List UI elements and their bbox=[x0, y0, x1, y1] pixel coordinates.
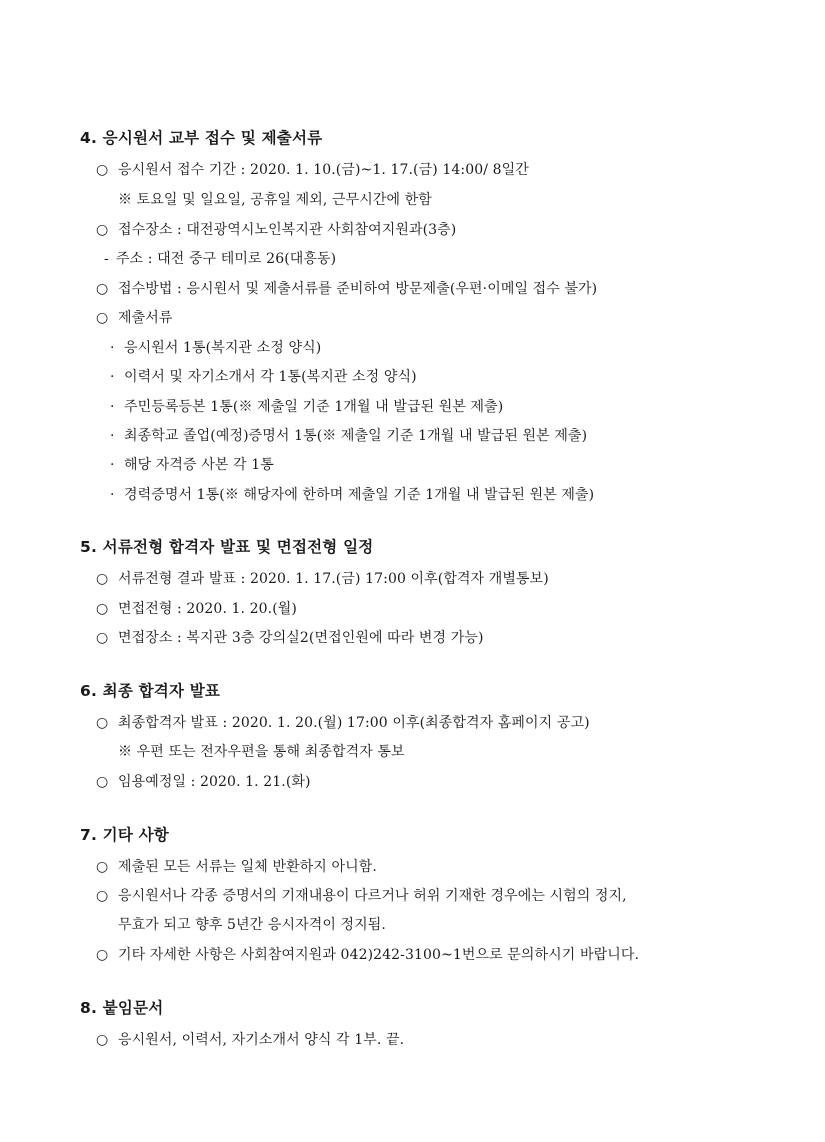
section-title-4: 4. 응시원서 교부 접수 및 제출서류 bbox=[80, 129, 323, 147]
circle-bullet-icon: ○ bbox=[96, 571, 109, 587]
section-title-6: 6. 최종 합격자 발표 bbox=[80, 682, 221, 700]
sub-item-line: · 응시원서 1통(복지관 소정 양식) bbox=[110, 340, 322, 356]
bullet-line: ○ 제출된 모든 서류는 일체 반환하지 아니함. bbox=[96, 859, 377, 875]
circle-bullet-icon: ○ bbox=[96, 310, 109, 326]
bullet-line: ○ 접수장소 : 대전광역시노인복지관 사회참여지원과(3층) bbox=[96, 222, 457, 238]
circle-bullet-icon: ○ bbox=[96, 715, 109, 731]
circle-bullet-icon: ○ bbox=[96, 162, 109, 178]
sub-item-line: · 경력증명서 1통(※ 해당자에 한하며 제출일 기준 1개월 내 발급된 원본 제출) bbox=[110, 487, 595, 503]
bullet-line: ○ 접수방법 : 응시원서 및 제출서류를 준비하여 방문제출(우편·이메일 접수 불가) bbox=[96, 281, 598, 297]
sub-item-line: · 최종학교 졸업(예정)증명서 1통(※ 제출일 기준 1개월 내 발급된 원본 제출) bbox=[110, 428, 588, 444]
circle-bullet-icon: ○ bbox=[96, 630, 109, 646]
bullet-line: ○ 면접전형 : 2020. 1. 20.(월) bbox=[96, 601, 297, 617]
circle-bullet-icon: ○ bbox=[96, 947, 109, 963]
bullet-line: ○ 응시원서 접수 기간 : 2020. 1. 10.(금)~1. 17.(금) 14:00/ 8일간 bbox=[96, 162, 529, 178]
dash-bullet-icon: - bbox=[104, 251, 109, 267]
dash-line: - 주소 : 대전 중구 테미로 26(대흥동) bbox=[104, 251, 337, 267]
circle-bullet-icon: ○ bbox=[96, 1032, 109, 1048]
bullet-line: ○ 기타 자세한 사항은 사회참여지원과 042)242-3100~1번으로 문의하시기 바랍니다. bbox=[96, 947, 639, 963]
circle-bullet-icon: ○ bbox=[96, 601, 109, 617]
bullet-line: ○ 서류전형 결과 발표 : 2020. 1. 17.(금) 17:00 이후(합격자 개별통보) bbox=[96, 571, 549, 587]
dot-bullet-icon: · bbox=[110, 457, 115, 473]
sub-item-line: · 주민등록등본 1통(※ 제출일 기준 1개월 내 발급된 원본 제출) bbox=[110, 399, 504, 415]
dot-bullet-icon: · bbox=[110, 487, 115, 503]
bullet-line: ○ 임용예정일 : 2020. 1. 21.(화) bbox=[96, 774, 311, 790]
dot-bullet-icon: · bbox=[110, 428, 115, 444]
section-title-7: 7. 기타 사항 bbox=[80, 826, 169, 844]
circle-bullet-icon: ○ bbox=[96, 859, 109, 875]
bullet-line: ○ 응시원서나 각종 증명서의 기재내용이 다르거나 허위 기재한 경우에는 시험의 정지, bbox=[96, 888, 627, 904]
sub-item-line: · 이력서 및 자기소개서 각 1통(복지관 소정 양식) bbox=[110, 369, 417, 385]
bullet-line: ○ 제출서류 bbox=[96, 310, 173, 326]
sub-item-line: · 해당 자격증 사본 각 1통 bbox=[110, 457, 274, 473]
note-line: ※ 토요일 및 일요일, 공휴일 제외, 근무시간에 한함 bbox=[118, 192, 432, 208]
circle-bullet-icon: ○ bbox=[96, 222, 109, 238]
dot-bullet-icon: · bbox=[110, 340, 115, 356]
circle-bullet-icon: ○ bbox=[96, 281, 109, 297]
bullet-line: ○ 면접장소 : 복지관 3층 강의실2(면접인원에 따라 변경 가능) bbox=[96, 630, 484, 646]
circle-bullet-icon: ○ bbox=[96, 774, 109, 790]
bullet-line: ○ 응시원서, 이력서, 자기소개서 양식 각 1부. 끝. bbox=[96, 1032, 405, 1048]
section-title-5: 5. 서류전형 합격자 발표 및 면접전형 일정 bbox=[80, 538, 374, 556]
note-line: ※ 우편 또는 전자우편을 통해 최종합격자 통보 bbox=[118, 744, 405, 760]
continuation-line: 무효가 되고 향후 5년간 응시자격이 정지됨. bbox=[118, 917, 386, 933]
section-title-8: 8. 붙임문서 bbox=[80, 999, 164, 1017]
bullet-line: ○ 최종합격자 발표 : 2020. 1. 20.(월) 17:00 이후(최종합격자 홈페이지 공고) bbox=[96, 715, 590, 731]
dot-bullet-icon: · bbox=[110, 369, 115, 385]
dot-bullet-icon: · bbox=[110, 399, 115, 415]
circle-bullet-icon: ○ bbox=[96, 888, 109, 904]
